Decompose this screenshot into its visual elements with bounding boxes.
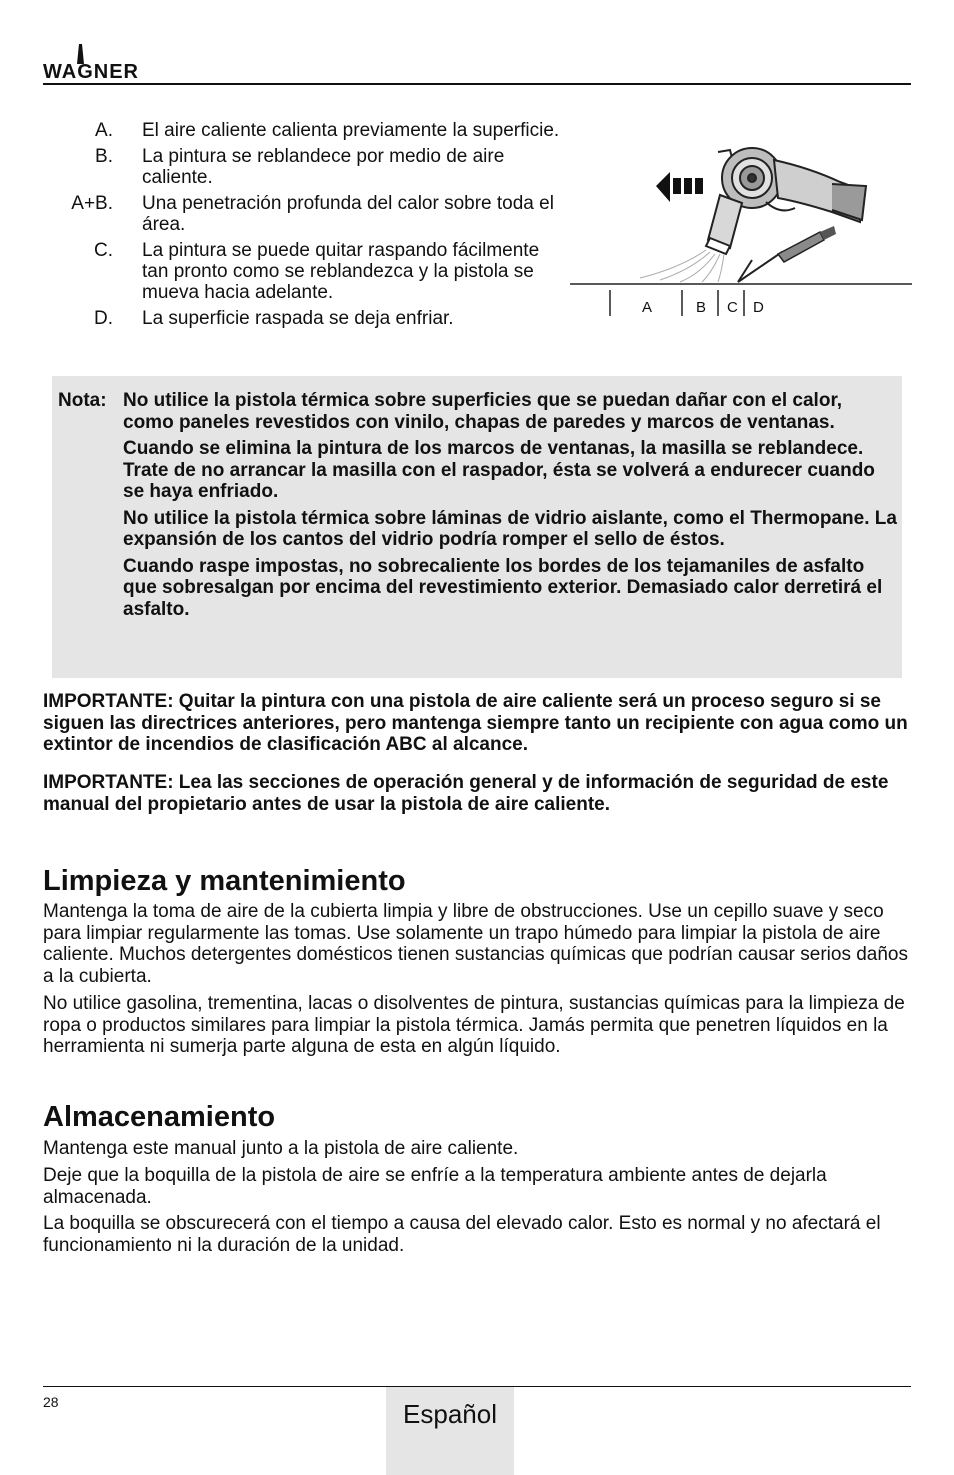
cleaning-paragraph: No utilice gasolina, trementina, lacas o disolventes de pintura, sustancias químicas para la limpieza de ropa o productos similares para limpiar la pistola térmica. Jamás permita que penetren líquidos en la herramienta ni sumerja parte alguna de esta en algún líquido.	[43, 993, 905, 1057]
step-key: B.	[95, 146, 113, 167]
heat-gun-illustration	[570, 140, 912, 320]
step-item	[43, 146, 563, 188]
page-number: 28	[43, 1394, 59, 1410]
direction-arrow-icon	[656, 172, 703, 202]
language-tab	[386, 1387, 514, 1475]
note-paragraph: No utilice la pistola térmica sobre superficies que se puedan dañar con el calor, como paneles revestidos con vinilo, chapas de paredes y marcos de ventanas.	[123, 390, 843, 433]
step-text: La pintura se puede quitar raspando fácilmente tan pronto como se reblandezca y la pistola se mueva hacia adelante.	[142, 240, 540, 303]
note-paragraph: Cuando raspe impostas, no sobrecaliente los bordes de los tejamaniles de asfalto que sobresalgan por encima del revestimiento exterior. Demasiado calor derretirá el asfalto.	[123, 555, 883, 620]
important-notice: IMPORTANTE: Quitar la pintura con una pistola de aire caliente será un proceso seguro si se siguen las directrices anteriores, pero mantenga siempre tanto un recipiente con agua como un extintor de incendios de clasificación ABC al alcance.	[43, 691, 908, 755]
zone-label-d: D	[753, 299, 764, 316]
hot-air-stream	[640, 250, 724, 282]
brand-text: WAGNER	[43, 61, 139, 83]
step-item	[43, 240, 563, 303]
scraper-icon	[738, 226, 836, 282]
note-paragraphs	[123, 390, 898, 625]
step-text: La pintura se reblandece por medio de aire caliente.	[142, 146, 505, 188]
step-item	[43, 193, 563, 235]
step-item	[43, 120, 563, 141]
note-paragraph: No utilice la pistola térmica sobre láminas de vidrio aislante, como el Thermopane. La expansión de los cantos del vidrio podría romper el sello de éstos.	[123, 507, 897, 550]
note-paragraph: Cuando se elimina la pintura de los marcos de ventanas, la masilla se reblandece. Trate de no arrancar la masilla con el raspador, ésta se volverá a endurecer cuando se haya enfriado.	[123, 438, 875, 502]
storage-paragraph: Mantenga este manual junto a la pistola de aire caliente.	[43, 1138, 519, 1159]
zone-label-a: A	[642, 299, 653, 316]
storage-heading: Almacenamiento	[43, 1101, 276, 1133]
step-key: C.	[94, 240, 113, 261]
step-text: La superficie raspada se deja enfriar.	[142, 308, 454, 329]
wagner-logo	[43, 40, 178, 84]
header-rule	[43, 83, 911, 85]
step-key: A.	[95, 120, 113, 141]
language-label: Español	[403, 1399, 497, 1429]
heat-gun-icon	[706, 148, 866, 254]
note-box	[52, 376, 902, 678]
important-notice: IMPORTANTE: Lea las secciones de operación general y de información de seguridad de este manual del propietario antes de usar la pistola de aire caliente.	[43, 772, 889, 815]
step-text: Una penetración profunda del calor sobre toda el área.	[142, 193, 554, 235]
storage-paragraph: La boquilla se obscurecerá con el tiempo a causa del elevado calor. Esto es normal y no afectará el funcionamiento ni la duración de la unidad.	[43, 1213, 881, 1256]
zone-label-c: C	[727, 299, 738, 316]
step-key: D.	[94, 308, 113, 329]
step-key: A+B.	[71, 193, 113, 214]
storage-paragraph: Deje que la boquilla de la pistola de aire se enfríe a la temperatura ambiente antes de dejarla almacenada.	[43, 1165, 827, 1208]
zone-label-b: B	[696, 299, 707, 316]
step-text: El aire caliente calienta previamente la superficie.	[142, 120, 560, 141]
note-label: Nota:	[58, 390, 107, 411]
step-list	[43, 120, 563, 334]
cleaning-heading: Limpieza y mantenimiento	[43, 865, 406, 897]
step-item	[43, 308, 563, 329]
cleaning-paragraph: Mantenga la toma de aire de la cubierta limpia y libre de obstrucciones. Use un cepillo suave y seco para limpiar regularmente las tomas. Use solamente un trapo húmedo para limpiar la pistola de aire caliente. Muchos detergentes domésticos tienen sustancias químicas que podrían causar serios daños a la cubierta.	[43, 901, 908, 987]
